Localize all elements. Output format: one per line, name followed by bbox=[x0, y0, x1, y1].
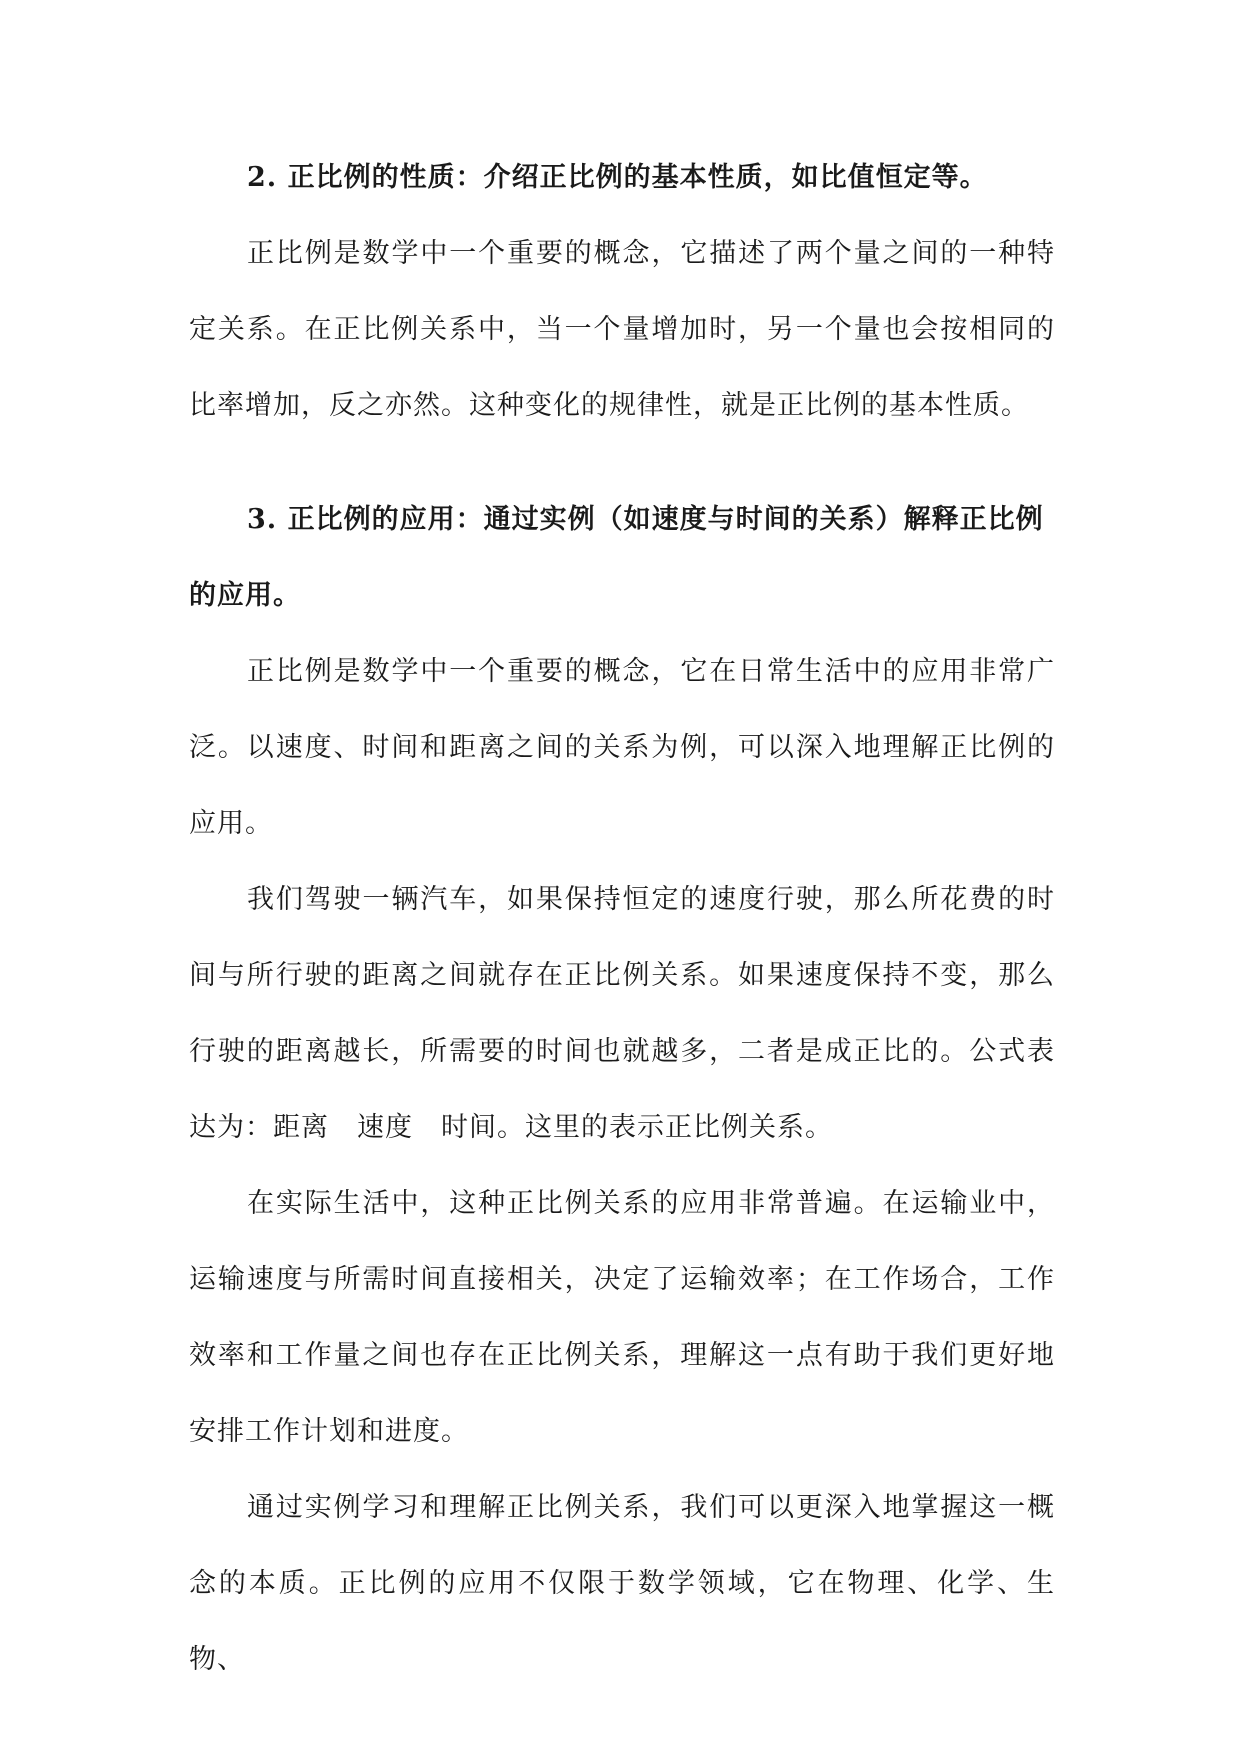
section-3-paragraph-1: 正比例是数学中一个重要的概念，它在日常生活中的应用非常广泛。以速度、时间和距离之间的关系为例，可以深入地理解正比例的应用。 bbox=[189, 656, 1055, 839]
section-3-paragraph-4: 通过实例学习和理解正比例关系，我们可以更深入地掌握这一概念的本质。正比例的应用不仅限于数学领域，它在物理、化学、生物、 bbox=[189, 1492, 1055, 1675]
section-2-paragraph-1: 正比例是数学中一个重要的概念，它描述了两个量之间的一种特定关系。在正比例关系中，当一个量增加时，另一个量也会按相同的比率增加，反之亦然。这种变化的规律性，就是正比例的基本性质。 bbox=[189, 238, 1055, 421]
document-page bbox=[189, 140, 1055, 1698]
section-3-paragraph-3: 在实际生活中，这种正比例关系的应用非常普遍。在运输业中，运输速度与所需时间直接相关，决定了运输效率；在工作场合，工作效率和工作量之间也存在正比例关系，理解这一点有助于我们更好地安排工作计划和进度。 bbox=[189, 1188, 1055, 1447]
section-3-heading: 3. 正比例的应用：通过实例（如速度与时间的关系）解释正比例的应用。 bbox=[189, 504, 1044, 611]
section-2-heading: 2. 正比例的性质：介绍正比例的基本性质，如比值恒定等。 bbox=[247, 162, 988, 193]
section-3-paragraph-2: 我们驾驶一辆汽车，如果保持恒定的速度行驶，那么所花费的时间与所行驶的距离之间就存在正比例关系。如果速度保持不变，那么行驶的距离越长，所需要的时间也就越多，二者是成正比的。公式表达为：距离 速度 时间。这里的表示正比例关系。 bbox=[189, 884, 1055, 1143]
